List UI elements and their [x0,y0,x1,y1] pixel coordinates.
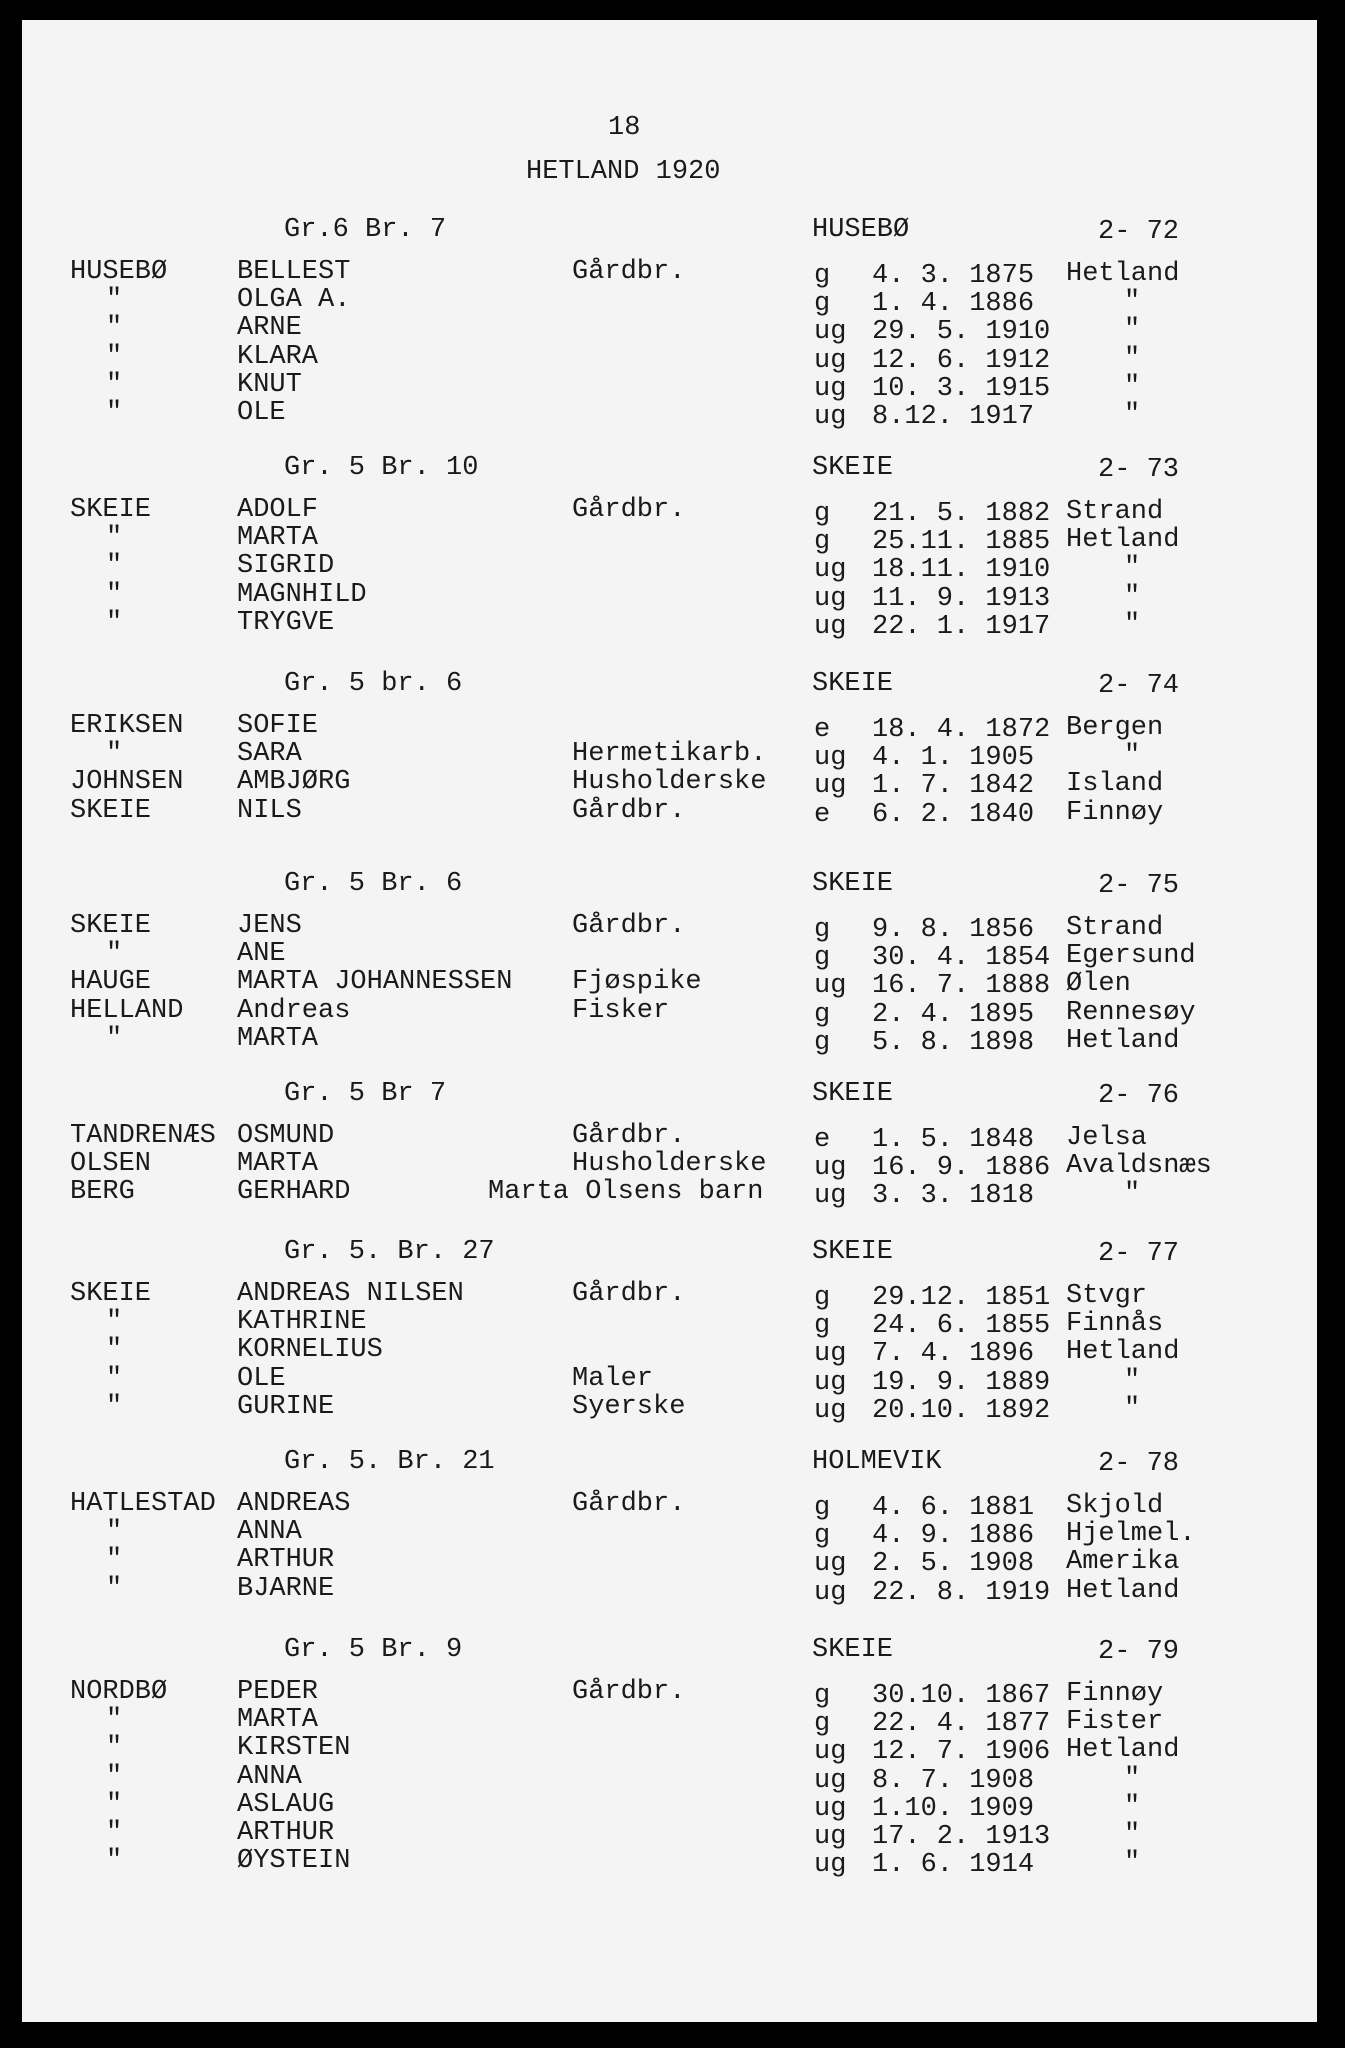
person-birthdate: 4. 9. 1886 [872,1521,1035,1552]
person-name: BELLEST [237,257,351,287]
person-name: ARNE [237,313,302,344]
person-birthplace: Stvgr [1066,1281,1148,1311]
person-status: ug [814,402,847,432]
person-birthdate: 6. 2. 1840 [872,799,1035,830]
person-status: g [814,1521,831,1552]
person-name: KORNELIUS [237,1335,383,1366]
person-surname: " [106,1363,123,1394]
person-status: ug [814,345,847,376]
household-place: HUSEBØ [812,215,910,245]
person-birthdate: 1. 6. 1914 [872,1850,1035,1881]
person-name: MARTA [237,1023,319,1054]
person-birthplace: Strand [1066,497,1164,527]
person-surname: SKEIE [70,495,152,525]
household-code: 2- 73 [1098,455,1180,485]
person-name: KLARA [237,341,319,372]
person-status: ug [814,1367,847,1398]
person-birthplace: Hetland [1066,259,1180,289]
person-birthplace: Avaldsnæs [1066,1151,1212,1182]
household-code: 2- 75 [1098,871,1180,901]
person-birthplace: Skjold [1066,1491,1164,1521]
person-birthplace: " [1124,1179,1141,1210]
person-status: ug [814,771,847,802]
person-occupation: Gårdbr. [572,1121,686,1151]
person-birthplace: Finnøy [1066,1679,1164,1709]
person-name: ANDREAS [237,1489,351,1519]
person-status: ug [814,583,847,614]
person-status: ug [814,971,847,1002]
person-status: g [814,1311,831,1342]
person-occupation: Gårdbr. [572,1489,686,1519]
person-status: ug [814,1822,847,1852]
person-birthdate: 4. 1. 1905 [872,743,1035,774]
person-status: e [814,715,831,745]
person-name: SIGRID [237,551,335,582]
household-header: Gr. 5 Br. 6 [284,869,463,899]
person-occupation: Fjøspike [572,967,702,998]
person-birthplace: " [1124,1393,1141,1424]
household-code: 2- 72 [1098,217,1180,247]
person-birthplace: Amerika [1066,1547,1180,1578]
person-birthdate: 11. 9. 1913 [872,583,1051,614]
person-name: GURINE [237,1391,335,1422]
person-status: ug [814,1737,847,1768]
person-status: g [814,915,831,945]
person-birthplace: Fister [1066,1707,1164,1738]
person-surname: JOHNSEN [70,767,184,798]
person-occupation: Gårdbr. [572,495,686,525]
person-name: NILS [237,795,302,826]
person-occupation: Fisker [572,995,670,1026]
person-surname: " [106,1335,123,1366]
person-name: MARTA JOHANNESSEN [237,967,513,998]
person-surname: TANDRENÆS [70,1121,216,1151]
person-status: e [814,1125,831,1155]
person-birthplace: " [1124,1848,1141,1879]
person-surname: " [106,1705,123,1736]
person-surname: " [106,1818,123,1848]
person-birthdate: 4. 3. 1875 [872,261,1035,291]
person-birthplace: " [1124,553,1141,584]
person-surname: " [106,1846,123,1877]
person-surname: HELLAND [70,995,184,1026]
person-status: g [814,261,831,291]
household-place: SKEIE [812,1635,894,1665]
person-status: e [814,799,831,830]
person-birthdate: 30.10. 1867 [872,1681,1051,1711]
person-name: ARTHUR [237,1545,335,1576]
person-birthdate: 22. 8. 1919 [872,1577,1051,1608]
person-birthplace: " [1124,741,1141,772]
person-surname: " [106,313,123,344]
household-place: SKEIE [812,869,894,899]
person-status: g [814,999,831,1030]
person-birthdate: 4. 6. 1881 [872,1493,1035,1523]
person-status: ug [814,1577,847,1608]
person-surname: NORDBØ [70,1677,168,1707]
person-birthplace: " [1124,1365,1141,1396]
person-surname: " [106,739,123,770]
household-place: SKEIE [812,669,894,699]
person-surname: " [106,1761,123,1792]
person-birthdate: 24. 6. 1855 [872,1311,1051,1342]
person-name: AMBJØRG [237,767,351,798]
page-title: HETLAND 1920 [526,157,721,187]
person-birthplace: " [1124,400,1141,430]
person-birthdate: 12. 6. 1912 [872,345,1051,376]
person-surname: " [106,341,123,372]
person-birthdate: 16. 7. 1888 [872,971,1051,1002]
household-place: HOLMEVIK [812,1447,942,1477]
person-status: g [814,1709,831,1740]
person-surname: HAUGE [70,967,152,998]
person-birthdate: 22. 1. 1917 [872,611,1051,642]
person-surname: " [106,1733,123,1764]
person-surname: " [106,369,123,400]
person-status: ug [814,1549,847,1580]
census-page [22,20,1317,2022]
person-birthplace: " [1124,287,1141,318]
person-status: ug [814,1181,847,1212]
person-name: Andreas [237,995,351,1026]
person-name: MARTA [237,523,319,554]
person-birthplace: " [1124,371,1141,402]
person-birthplace: " [1124,1791,1141,1822]
person-occupation: Husholderske [572,767,767,798]
person-status: g [814,1681,831,1711]
person-birthdate: 20.10. 1892 [872,1395,1051,1426]
person-status: ug [814,317,847,348]
person-surname: SKEIE [70,1279,152,1309]
person-name: ADOLF [237,495,319,525]
person-name: OLGA A. [237,285,351,316]
person-status: ug [814,1765,847,1796]
person-surname: " [106,1517,123,1548]
person-status: ug [814,1153,847,1184]
person-surname: HUSEBØ [70,257,168,287]
person-birthplace: " [1124,1763,1141,1794]
person-birthdate: 17. 2. 1913 [872,1822,1051,1852]
person-status: ug [814,373,847,404]
person-name: OLE [237,1363,286,1394]
person-birthdate: 1. 4. 1886 [872,289,1035,320]
person-birthdate: 12. 7. 1906 [872,1737,1051,1768]
household-header: Gr. 5 Br 7 [284,1079,447,1109]
person-birthdate: 3. 3. 1818 [872,1181,1035,1212]
person-birthdate: 29. 5. 1910 [872,317,1051,348]
person-name: MAGNHILD [237,579,367,610]
person-name: ANDREAS NILSEN [237,1279,464,1309]
person-surname: SKEIE [70,911,152,941]
person-status: ug [814,1395,847,1426]
person-name: ANNA [237,1517,302,1548]
person-surname: BERG [70,1177,135,1208]
person-surname: OLSEN [70,1149,152,1180]
person-birthplace: Strand [1066,913,1164,943]
person-status: g [814,1493,831,1523]
person-birthplace: Finnøy [1066,797,1164,828]
person-birthplace: Ølen [1066,969,1131,1000]
person-name: MARTA [237,1705,319,1736]
person-status: ug [814,1339,847,1370]
household-header: Gr. 5. Br. 21 [284,1447,495,1477]
person-occupation: Gårdbr. [572,911,686,941]
household-place: SKEIE [812,1237,894,1267]
household-code: 2- 78 [1098,1449,1180,1479]
person-birthdate: 2. 5. 1908 [872,1549,1035,1580]
person-birthdate: 8.12. 1917 [872,402,1035,432]
person-surname: " [106,285,123,316]
person-surname: HATLESTAD [70,1489,216,1519]
person-occupation: Hermetikarb. [572,739,767,770]
person-birthdate: 9. 8. 1856 [872,915,1035,945]
person-birthdate: 2. 4. 1895 [872,999,1035,1030]
person-birthdate: 8. 7. 1908 [872,1765,1035,1796]
person-birthdate: 29.12. 1851 [872,1283,1051,1313]
person-name: OSMUND [237,1121,335,1151]
person-birthplace: Hetland [1066,1025,1180,1056]
person-occupation: Gårdbr. [572,1677,686,1707]
person-occupation: Maler [572,1363,654,1394]
person-surname: " [106,1545,123,1576]
household-code: 2- 76 [1098,1081,1180,1111]
person-name: SARA [237,739,302,770]
person-surname: SKEIE [70,795,152,826]
person-birthdate: 30. 4. 1854 [872,943,1051,974]
person-name: PEDER [237,1677,319,1707]
person-birthdate: 1.10. 1909 [872,1793,1035,1824]
person-birthdate: 22. 4. 1877 [872,1709,1051,1740]
person-name: ASLAUG [237,1789,335,1820]
person-birthdate: 18. 4. 1872 [872,715,1051,745]
household-code: 2- 77 [1098,1239,1180,1269]
person-surname: " [106,939,123,970]
household-header: Gr. 5 Br. 10 [284,453,479,483]
page-number: 18 [608,113,641,143]
person-name: ARTHUR [237,1818,335,1848]
person-name: ANE [237,939,286,970]
person-birthdate: 5. 8. 1898 [872,1027,1035,1058]
person-status: ug [814,743,847,774]
household-place: SKEIE [812,1079,894,1109]
person-occupation: Gårdbr. [572,257,686,287]
person-birthplace: Finnås [1066,1309,1164,1340]
person-birthplace: Hetland [1066,1735,1180,1766]
person-surname: " [106,1391,123,1422]
person-birthplace: " [1124,343,1141,374]
person-surname: " [106,579,123,610]
person-status: g [814,289,831,320]
person-birthplace: Hetland [1066,1337,1180,1368]
person-name: ANNA [237,1761,302,1792]
household-place: SKEIE [812,453,894,483]
person-surname: ERIKSEN [70,711,184,741]
person-birthplace: Hetland [1066,525,1180,556]
person-birthplace: " [1124,1820,1141,1850]
person-status: g [814,1027,831,1058]
person-birthdate: 7. 4. 1896 [872,1339,1035,1370]
person-name: MARTA [237,1149,319,1180]
person-name: KIRSTEN [237,1733,351,1764]
person-surname: " [106,523,123,554]
person-name: JENS [237,911,302,941]
person-birthdate: 21. 5. 1882 [872,499,1051,529]
person-name: OLE [237,398,286,428]
person-name: KATHRINE [237,1307,367,1338]
person-name: SOFIE [237,711,319,741]
person-birthdate: 18.11. 1910 [872,555,1051,586]
person-birthplace: Hjelmel. [1066,1519,1196,1550]
person-surname: " [106,1023,123,1054]
person-birthplace: " [1124,609,1141,640]
person-name: KNUT [237,369,302,400]
person-status: g [814,527,831,558]
person-birthplace: Island [1066,769,1164,800]
person-birthplace: Bergen [1066,713,1164,743]
person-status: ug [814,555,847,586]
person-birthdate: 25.11. 1885 [872,527,1051,558]
person-birthplace: " [1124,581,1141,612]
household-code: 2- 79 [1098,1637,1180,1667]
person-surname: " [106,398,123,428]
person-birthplace: Egersund [1066,941,1196,972]
person-status: g [814,943,831,974]
person-status: ug [814,611,847,642]
household-header: Gr. 5. Br. 27 [284,1237,495,1267]
person-occupation: Syerske [572,1391,686,1422]
household-header: Gr.6 Br. 7 [284,215,447,245]
person-status: g [814,1283,831,1313]
person-birthdate: 1. 5. 1848 [872,1125,1035,1155]
person-status: ug [814,1850,847,1881]
person-surname: " [106,1307,123,1338]
person-occupation: Marta Olsens barn [488,1177,764,1208]
person-name: GERHARD [237,1177,351,1208]
person-occupation: Husholderske [572,1149,767,1180]
person-name: TRYGVE [237,607,335,638]
household-header: Gr. 5 br. 6 [284,669,463,699]
person-occupation: Gårdbr. [572,1279,686,1309]
person-name: ØYSTEIN [237,1846,351,1877]
person-birthdate: 19. 9. 1889 [872,1367,1051,1398]
person-birthplace: Hetland [1066,1575,1180,1606]
household-code: 2- 74 [1098,671,1180,701]
person-surname: " [106,551,123,582]
person-surname: " [106,1573,123,1604]
person-surname: " [106,607,123,638]
person-birthplace: Rennesøy [1066,997,1196,1028]
person-occupation: Gårdbr. [572,795,686,826]
person-birthplace: " [1124,315,1141,346]
person-birthdate: 10. 3. 1915 [872,373,1051,404]
person-status: ug [814,1793,847,1824]
person-status: g [814,499,831,529]
person-birthdate: 16. 9. 1886 [872,1153,1051,1184]
person-name: BJARNE [237,1573,335,1604]
person-surname: " [106,1789,123,1820]
person-birthplace: Jelsa [1066,1123,1148,1153]
household-header: Gr. 5 Br. 9 [284,1635,463,1665]
person-birthdate: 1. 7. 1842 [872,771,1035,802]
